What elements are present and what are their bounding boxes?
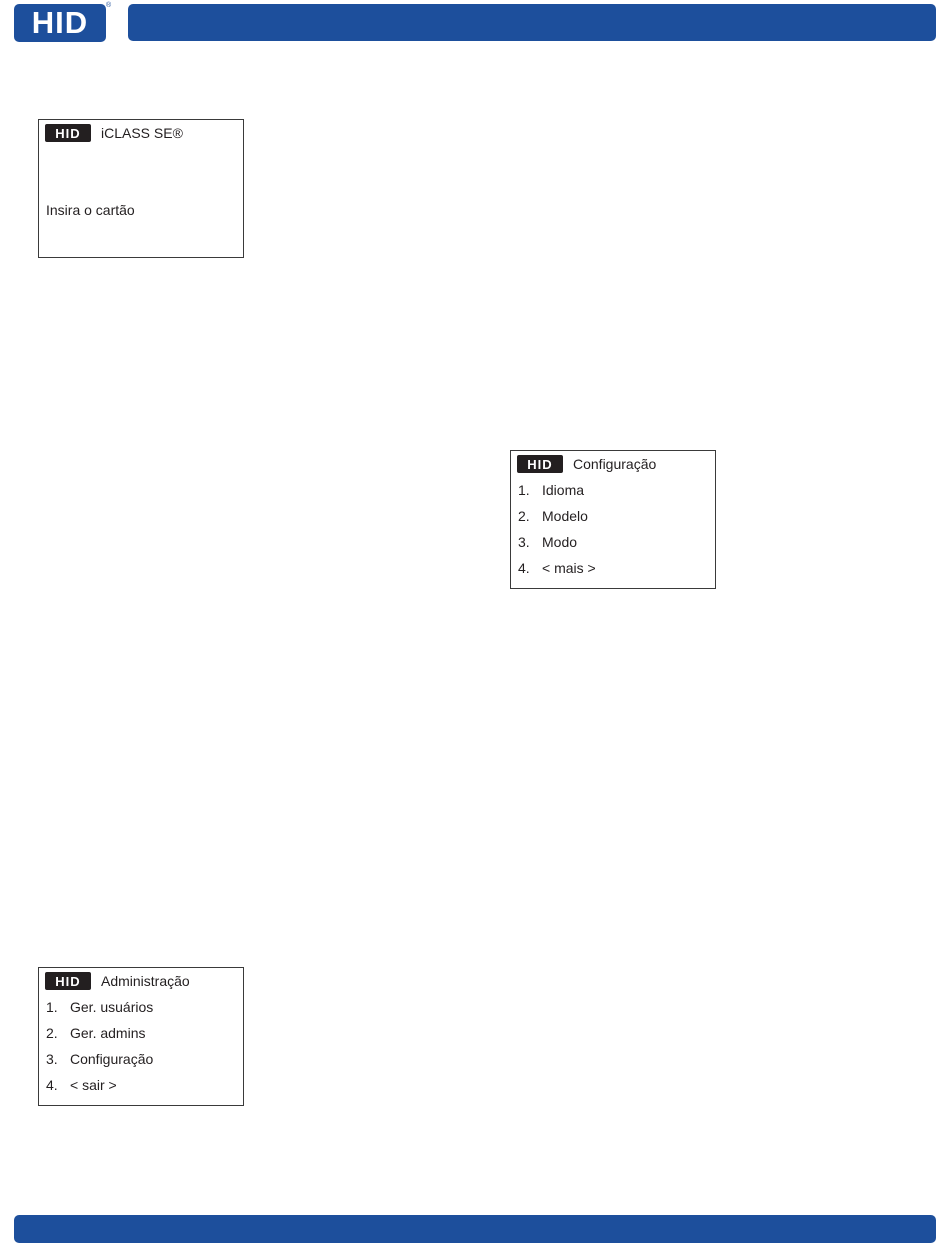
menu-item-ger-admins <box>46 1025 145 1041</box>
screen-header <box>45 123 183 143</box>
menu-item-mais <box>518 560 596 576</box>
reader-screen-config <box>510 450 716 589</box>
header-bar <box>128 4 936 41</box>
hid-mini-logo-text: HID <box>527 456 553 472</box>
screen-title: Configuração <box>573 456 657 472</box>
reader-screen-idle <box>38 119 244 258</box>
hid-logo <box>14 4 106 42</box>
screen-header <box>517 454 656 474</box>
menu-item-number: 4. <box>46 1077 58 1093</box>
hid-mini-logo-text: HID <box>55 973 81 989</box>
menu-item-number: 1. <box>518 482 530 498</box>
menu-item-number: 1. <box>46 999 58 1015</box>
menu-item-ger-usuarios <box>46 999 153 1015</box>
hid-mini-logo <box>517 455 563 473</box>
menu-item-label: Modo <box>542 534 578 550</box>
screen-title: iCLASS SE® <box>101 125 183 141</box>
hid-mini-logo <box>45 972 91 990</box>
menu-item-number: 3. <box>46 1051 58 1067</box>
footer-bar <box>14 1215 936 1243</box>
menu-item-number: 3. <box>518 534 530 550</box>
menu-item-label: < mais > <box>542 560 596 576</box>
menu-item-sair <box>46 1077 117 1093</box>
menu-item-modelo <box>518 508 588 524</box>
menu-item-label: Ger. usuários <box>70 999 154 1015</box>
menu-item-modo <box>518 534 577 550</box>
menu-item-label: Idioma <box>542 482 585 498</box>
menu-item-idioma <box>518 482 584 498</box>
menu-item-label: Modelo <box>542 508 588 524</box>
hid-mini-logo <box>45 124 91 142</box>
reader-screen-admin <box>38 967 244 1106</box>
menu-item-configuracao <box>46 1051 153 1067</box>
menu-item-number: 4. <box>518 560 530 576</box>
menu-item-label: Ger. admins <box>70 1025 146 1041</box>
menu-item-number: 2. <box>518 508 530 524</box>
insert-card-message: Insira o cartão <box>46 202 135 218</box>
menu-item-label: < sair > <box>70 1077 117 1093</box>
screen-title: Administração <box>101 973 190 989</box>
menu-item-number: 2. <box>46 1025 58 1041</box>
registered-mark: ® <box>106 2 112 9</box>
hid-mini-logo-text: HID <box>55 125 81 141</box>
screen-header <box>45 971 190 991</box>
hid-logo-text: HID <box>31 5 89 40</box>
menu-item-label: Configuração <box>70 1051 154 1067</box>
